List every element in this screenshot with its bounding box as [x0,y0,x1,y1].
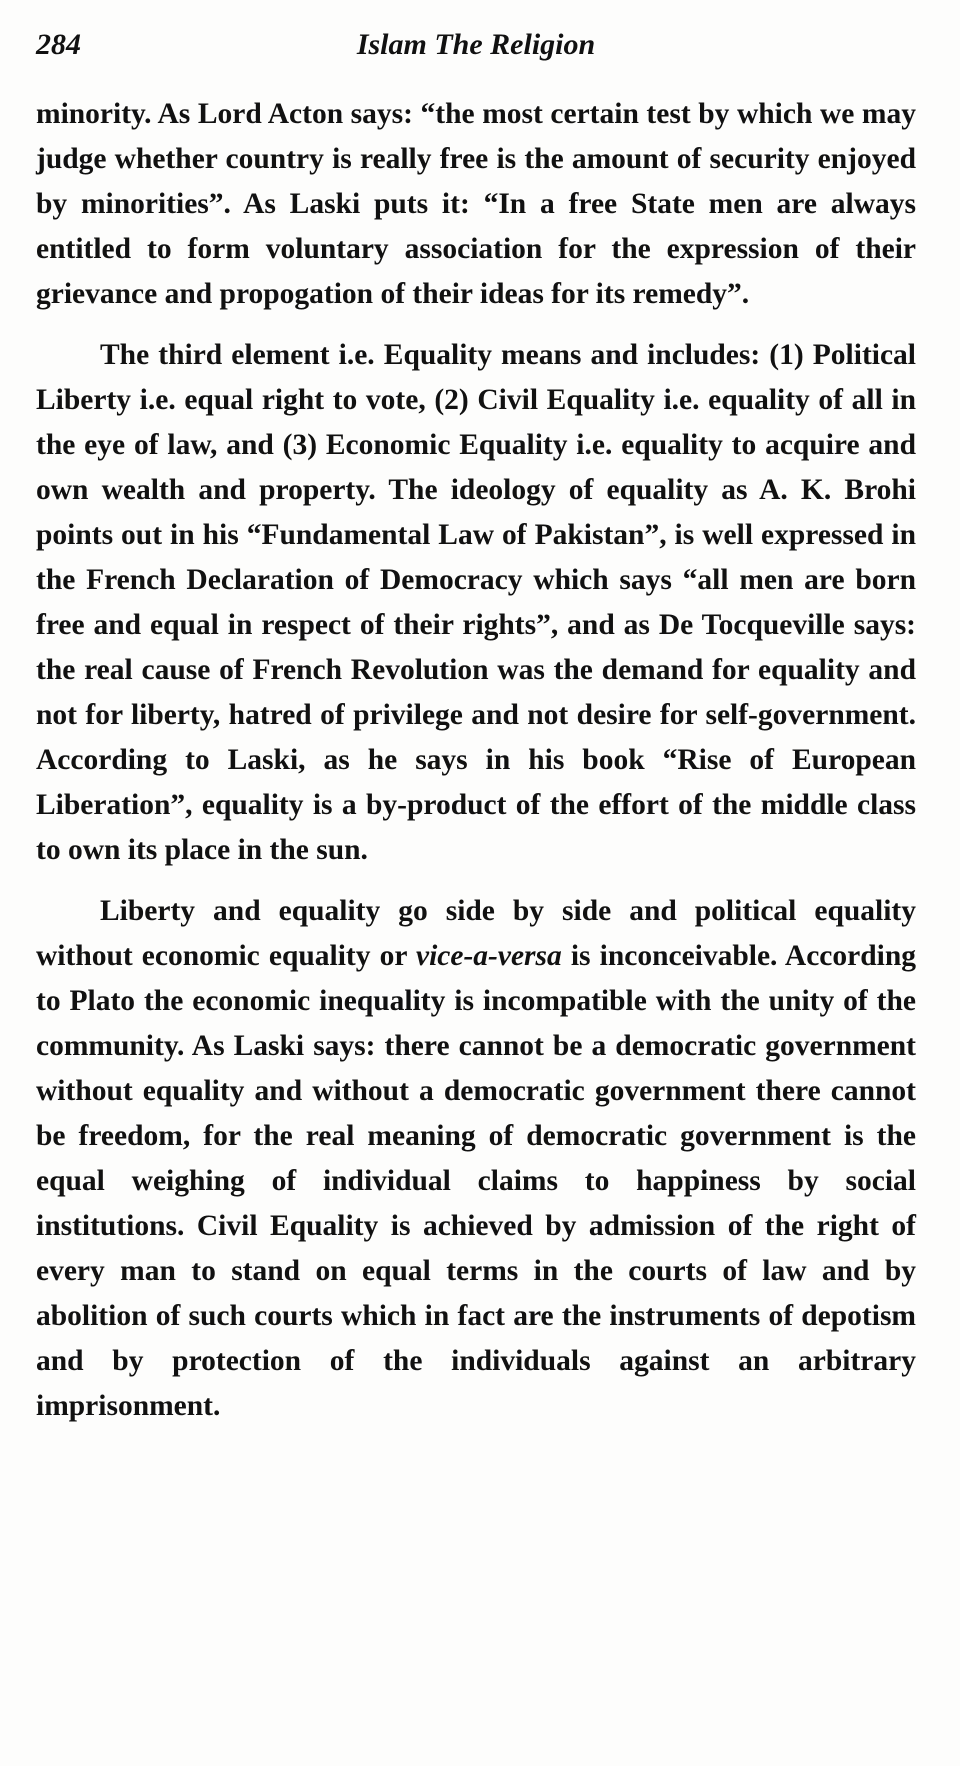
paragraph-3-part-1: Liberty and equality go side by side and political equality without economic equality or [36,895,916,972]
page-header [36,28,916,68]
running-title: Islam The Religion [356,28,596,61]
paragraph-3 [36,889,916,1429]
paragraph-3-part-2: is inconceivable. According to Plato the economic inequality is incompatible with the unity of the community. As Laski says: there cannot be a democratic government without equality and without a democratic government there cannot be freedom, for the real meaning of democratic government is the equal weighing of individual claims to happiness by social institutions. Civil Equality is achieved by admission of the right of every man to stand on equal terms in the courts of law and by abolition of such courts which in fact are the instruments of depotism and by protection of the individuals against an arbitrary imprisonment. [36,940,916,1422]
body-text [36,92,916,1429]
paragraph-1: minority. As Lord Acton says: “the most certain test by which we may judge whether country is really free is the amount of security enjoyed by minorities”. As Laski puts it: “In a free State men are always entitled to form voluntary association for the expression of their grievance and propogation of their ideas for its remedy”. [36,98,916,310]
page-number: 284 [36,28,81,61]
paragraph-2: The third element i.e. Equality means and includes: (1) Political Liberty i.e. equal right to vote, (2) Civil Equality i.e. equality of all in the eye of law, and (3) Economic Equality i.e. equality to acquire and own wealth and property. The ideology of equality as A. K. Brohi points out in his “Fundamental Law of Pakistan”, is well expressed in the French Declaration of Democracy which says “all men are born free and equal in respect of their rights”, and as De Tocqueville says: the real cause of French Revolution was the demand for equality and not for liberty, hatred of privilege and not desire for self-government. According to Laski, as he says in his book “Rise of European Liberation”, equality is a by-product of the effort of the middle class to own its place in the sun. [36,339,916,866]
paragraph-3-italic-term: vice-a-versa [415,940,562,972]
